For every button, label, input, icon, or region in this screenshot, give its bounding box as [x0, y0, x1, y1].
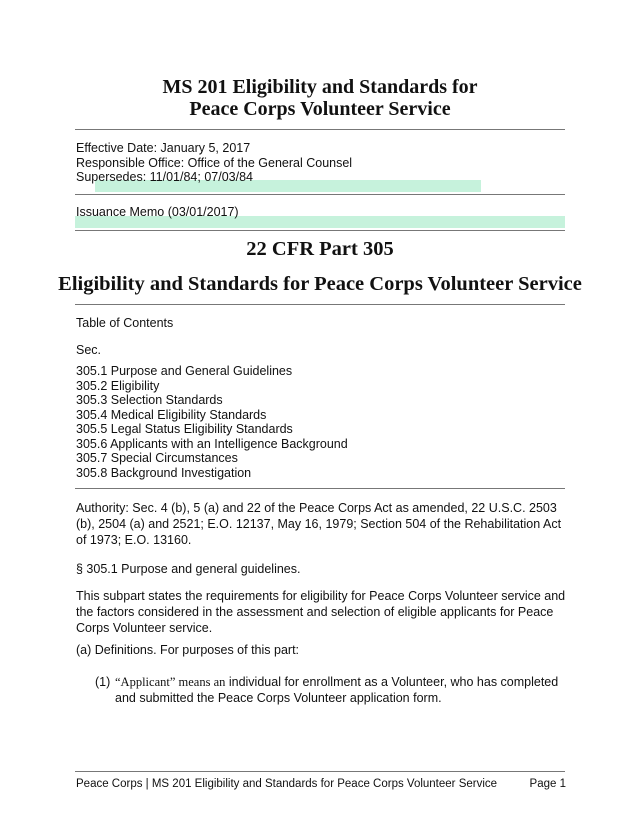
- toc-item[interactable]: 305.6 Applicants with an Intelligence Background: [76, 436, 348, 451]
- toc-item[interactable]: 305.7 Special Circumstances: [76, 451, 238, 465]
- definition-item: [95, 674, 565, 706]
- item-term: “Applicant” means an: [115, 675, 226, 689]
- footer: [76, 778, 566, 790]
- toc-item[interactable]: 305.3 Selection Standards: [76, 393, 223, 407]
- effective-date: Effective Date: January 5, 2017: [76, 141, 251, 155]
- toc-sec-label: Sec.: [76, 343, 102, 357]
- toc-item[interactable]: 305.5 Legal Status Eligibility Standards: [76, 422, 293, 436]
- toc-title: Table of Contents: [76, 316, 174, 330]
- divider: [75, 488, 565, 489]
- divider: [75, 230, 565, 231]
- footer-title: Peace Corps | MS 201 Eligibility and Standards for Peace Corps Volunteer Service: [76, 778, 498, 790]
- intro-paragraph: This subpart states the requirements for eligibility for Peace Corps Volunteer service and the factors considered in the assessment and selection of eligible applicants for Peace Corps Volunteer service.: [76, 589, 566, 635]
- divider: [75, 194, 565, 195]
- cfr-heading: 22 CFR Part 305: [246, 238, 394, 260]
- item-number: (1): [95, 675, 111, 689]
- definitions-paragraph: (a) Definitions. For purposes of this part:: [76, 643, 300, 657]
- toc-item[interactable]: 305.2 Eligibility: [76, 378, 160, 393]
- responsible-office: Responsible Office: Office of the General Counsel: [76, 156, 353, 170]
- title-line-1: MS 201 Eligibility and Standards for: [162, 76, 478, 98]
- page-number: Page 1: [529, 778, 566, 790]
- footer-divider: [75, 771, 565, 772]
- toc-item[interactable]: 305.8 Background Investigation: [76, 465, 252, 480]
- table-of-contents: [76, 364, 348, 480]
- divider: [75, 304, 565, 305]
- section-heading: § 305.1 Purpose and general guidelines.: [76, 562, 301, 576]
- supersedes: Supersedes: 11/01/84; 07/03/84: [76, 170, 253, 184]
- toc-item[interactable]: 305.4 Medical Eligibility Standards: [76, 407, 267, 422]
- authority-paragraph: Authority: Sec. 4 (b), 5 (a) and 22 of the Peace Corps Act as amended, 22 U.S.C. 2503 (b), 2504 (a) and 2521; E.O. 12137, May 16, 1979; Section 504 of the Rehabilitation Act of 1973; E.O. 13160.: [76, 501, 562, 547]
- issuance-memo-link[interactable]: Issuance Memo (03/01/2017): [76, 205, 239, 219]
- title-line-2: Peace Corps Volunteer Service: [189, 98, 451, 120]
- divider: [75, 129, 565, 130]
- toc-item[interactable]: 305.1 Purpose and General Guidelines: [76, 364, 293, 378]
- cfr-subheading: Eligibility and Standards for Peace Corps Volunteer Service: [58, 273, 582, 295]
- document-title: [0, 76, 640, 120]
- item-text: individual for enrollment as a Volunteer, who has completed and submitted the Peace Corps Volunteer application form.: [115, 675, 559, 705]
